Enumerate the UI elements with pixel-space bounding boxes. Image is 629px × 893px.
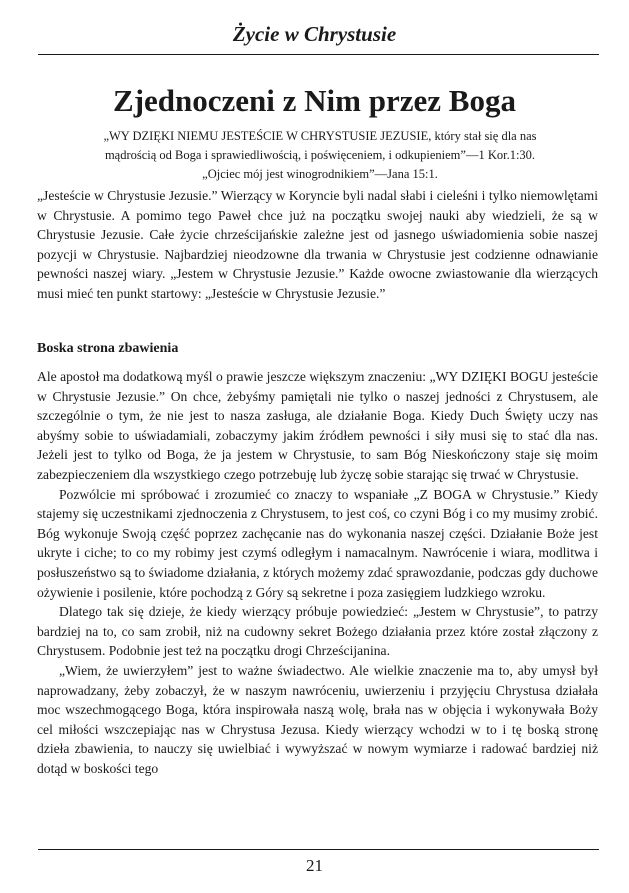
body-paragraph: „Wiem, że uwierzyłem” jest to ważne świadectwo. Ale wielkie znaczenie ma to, aby umysł był naprowadzany, żeby zobaczył, że w naszym nawróceniu, uwierzeniu i przyjęciu Chrystusa działała moc wszechmogącego Boga, która inspirowała naszą wolę, brała nas w objęcia i wykonywała Boży cel miłości wszczepiając nas w Chrystusa Jezusa. Kiedy wierzący wchodzi w to i tę boską stronę dzieła zbawienia, to nauczy się uwielbiać i wywyższać w nowym wymiarze i radować bardziej niż dotąd w boskości tego bbox=[37, 662, 598, 776]
running-header: Życie w Chrystusie bbox=[232, 22, 397, 46]
body-paragraph: Dlatego tak się dzieje, że kiedy wierzący próbuje powiedzieć: „Jestem w Chrystusie”, to patrzy bardziej na to, co sam zrobił, niż na cudowny sekret Bożego działania przez które został złączony z Chrystusem. Podobnie jest też na początku drogi Chrześcijanina. bbox=[37, 604, 598, 659]
epigraph bbox=[60, 127, 580, 184]
section-heading: Boska strona zbawienia bbox=[37, 341, 179, 356]
header-divider bbox=[38, 54, 599, 55]
chapter-title: Zjednoczeni z Nim przez Boga bbox=[113, 83, 516, 118]
epigraph-line: „Ojciec mój jest winogrodnikiem”—Jana 15:1. bbox=[202, 167, 438, 181]
intro-section bbox=[37, 186, 598, 304]
epigraph-line: mądrością od Boga i sprawiedliwością, i poświęceniem, i odkupieniem”—1 Kor.1:30. bbox=[104, 148, 536, 162]
section-body bbox=[37, 367, 598, 778]
intro-paragraph: „Jesteście w Chrystusie Jezusie.” Wierzący w Koryncie byli nadal słabi i cieleśni i tylko niemowlętami w Chrystusie. A pomimo tego Paweł chce już na początku swojej nauki aby wiedzieli, że są w Chrystusie Jezusie. Całe życie chrześcijańskie zależne jest od jasnego uświadomienia sobie naszej pozycji w Chrystusie. Najbardziej nieodzowne dla trwania w Chrystusie jest codzienne odnawianie pewności naszej wiary. „Jestem w Chrystusie Jezusie.” Każde owocne zwiastowanie dla wierzących musi mieć ten punkt startowy: „Jesteście w Chrystusie Jezusie.” bbox=[37, 188, 598, 301]
footer-divider bbox=[38, 849, 599, 850]
body-paragraph: Ale apostoł ma dodatkową myśl o prawie jeszcze większym znaczeniu: „WY DZIĘKI BOGU jesteście w Chrystusie Jezusie.” On chce, żebyśmy pamiętali nie tylko o naszej jedności z Chrystusem, ale szczególnie o tym, że nie jest to nasza zasługa, ale działanie Boga. Kiedy Duch Święty uczy nas abyśmy sobie to uświadamiali, zobaczymy jakim źródłem pewności i siły musi się to stać dla nas. Jeżeli jest to tylko od Boga, że ja jestem w Chrystusie, to sam Bóg Nieskończony staje się moim zabezpieczeniem dla wszystkiego czego potrzebuję lub życzę sobie starając się trwać w Chrystusie. bbox=[37, 369, 598, 482]
epigraph-line: „WY DZIĘKI NIEMU JESTEŚCIE W CHRYSTUSIE JEZUSIE, który stał się dla nas bbox=[103, 129, 537, 143]
page-number: 21 bbox=[306, 856, 323, 875]
body-paragraph: Pozwólcie mi spróbować i zrozumieć co znaczy to wspaniałe „Z BOGA w Chrystusie.” Kiedy stajemy się uczestnikami zjednoczenia z Chrystusem, to jest coś, co czyni Bóg i co my musimy zrobić. Bóg wykonuje Swoją część poprzez zachęcanie nas do wykonania naszej części. Działanie Boże jest ukryte i ciche; to co my robimy jest czymś odległym i namacalnym. Nawrócenie i wiara, modlitwa i posłuszeństwo są to świadome działania, z których możemy zdać sprawozdanie, podczas gdy duchowe ożywienie i posilenie, które pochodzą z Góry są sekretne i poza zasięgiem ludzkiego wzroku. bbox=[37, 486, 598, 600]
